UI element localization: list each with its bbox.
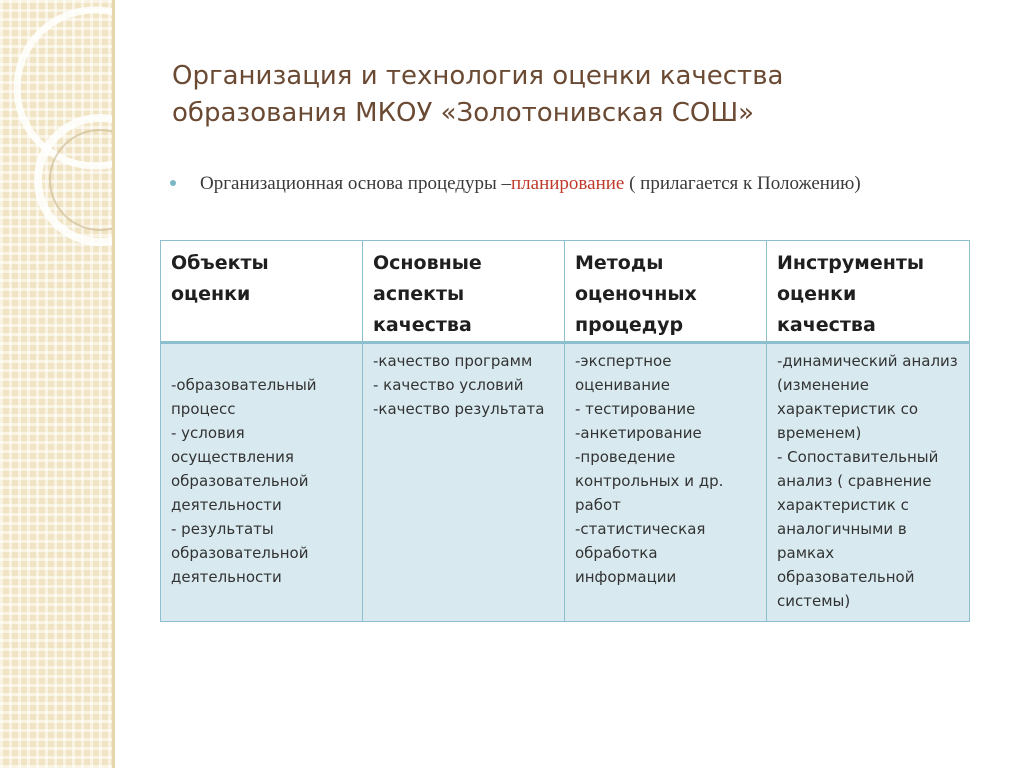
ring-large [17,10,112,166]
table-row [161,343,970,622]
quality-table [160,240,970,622]
header-aspects: Основные аспекты качества [363,241,565,343]
decorative-side-strip [0,0,112,768]
cell-aspects: -качество программ - качество условий -качество результата [363,343,565,622]
header-instruments: Инструменты оценки качества [767,241,970,343]
decorative-rings [0,0,112,768]
slide-title: Организация и технология оценки качества образования МКОУ «Золотонивская СОШ» [172,61,784,128]
bullet-text-after: ( прилагается к Положению) [624,173,861,194]
strip-edge-line [112,0,115,768]
header-objects: Объекты оценки [161,241,363,343]
bullet-text [182,171,942,196]
header-methods: Методы оценочных процедур [565,241,767,343]
table-header-row [161,241,970,343]
ring-middle-inner [50,130,112,230]
bullet-text-before: Организационная основа процедуры – [200,173,511,194]
bullet-highlight: планирование [511,173,625,194]
bullet-dot-icon [170,180,176,186]
cell-objects: -образовательный процесс - условия осуществления образовательной деятельности - результаты образовательной деятельности [161,343,363,622]
cell-instruments: -динамический анализ (изменение характеристик со временем) - Сопоставительный анализ ( сравнение характеристик с аналогичными в рамках образовательной системы) [767,343,970,622]
cell-methods: -экспертное оценивание - тестирование -анкетирование -проведение контрольных и др. работ -статистическая обработка информации [565,343,767,622]
bullet-point [182,171,942,196]
